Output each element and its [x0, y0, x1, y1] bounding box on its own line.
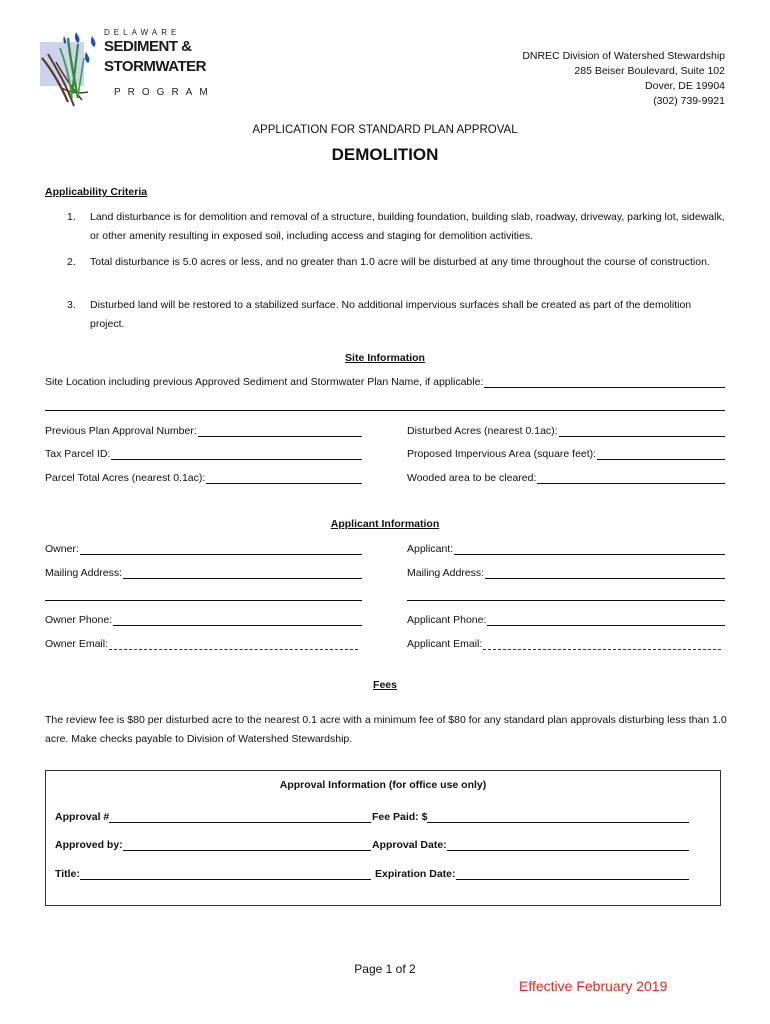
wooded-area-field[interactable]: [407, 470, 725, 484]
approval-number-label: Approval #: [55, 811, 110, 823]
address-line: 285 Beiser Boulevard, Suite 102: [574, 65, 725, 77]
applicant-email-input-line[interactable]: [483, 638, 721, 650]
owner-phone-field[interactable]: [45, 612, 362, 626]
title-field[interactable]: [55, 866, 371, 880]
owner-mailing-input-line[interactable]: [123, 567, 362, 579]
parcel-acres-field[interactable]: [45, 470, 362, 484]
criteria-text: Land disturbance is for demolition and removal of a structure, building foundation, building slab, roadway, driveway, parking lot, sidewalk, or other amenity resulting in exposed soil, including access and staging for demolition activities.: [90, 211, 725, 242]
site-location-input-line[interactable]: [484, 376, 725, 388]
owner-phone-input-line[interactable]: [113, 614, 362, 626]
criteria-item: [67, 208, 727, 246]
tax-parcel-input-line[interactable]: [111, 448, 362, 460]
owner-email-input-line[interactable]: [109, 638, 358, 650]
applicant-mailing-input-line[interactable]: [485, 567, 725, 579]
title-label: Title:: [55, 868, 80, 880]
criteria-item: [67, 253, 727, 272]
criteria-item: [67, 296, 727, 334]
disturbed-acres-field[interactable]: [407, 423, 725, 437]
approved-by-label: Approved by:: [55, 839, 123, 851]
approval-info-box: [45, 770, 721, 906]
applicability-heading: Applicability Criteria: [45, 186, 148, 198]
fees-text: The review fee is $80 per disturbed acre to the nearest 0.1 acre with a minimum fee of $80 for any standard plan approvals disturbing less than 1.0 acre. Make checks payable to Division of Watershed Stewardship.: [45, 714, 727, 745]
document-title: DEMOLITION: [331, 145, 439, 164]
effective-date: Effective February 2019: [519, 978, 668, 994]
site-info-heading: Site Information: [345, 352, 425, 364]
approval-box-heading: Approval Information (for office use only): [279, 779, 487, 791]
expiration-date-field[interactable]: [375, 866, 689, 880]
disturbed-acres-label: Disturbed Acres (nearest 0.1ac):: [407, 425, 558, 437]
expiration-date-input-line[interactable]: [456, 868, 689, 880]
applicant-info-heading: Applicant Information: [330, 518, 440, 530]
approval-date-input-line[interactable]: [447, 839, 689, 851]
site-location-field[interactable]: [45, 374, 725, 388]
approved-by-field[interactable]: [55, 837, 371, 851]
applicant-input-line[interactable]: [454, 543, 725, 555]
fees-heading: Fees: [373, 679, 397, 691]
parcel-acres-input-line[interactable]: [206, 472, 362, 484]
fee-paid-input-line[interactable]: [427, 811, 689, 823]
site-location-label: Site Location including previous Approved Sediment and Stormwater Plan Name, if applicable:: [45, 376, 484, 388]
owner-email-field[interactable]: [45, 636, 358, 650]
tax-parcel-field[interactable]: [45, 446, 362, 460]
approval-number-input-line[interactable]: [109, 811, 371, 823]
impervious-area-label: Proposed Impervious Area (square feet):: [407, 448, 597, 460]
applicant-field[interactable]: [407, 541, 725, 555]
approval-date-field[interactable]: [372, 837, 689, 851]
parcel-acres-label: Parcel Total Acres (nearest 0.1ac):: [45, 472, 206, 484]
owner-mailing-label: Mailing Address:: [45, 567, 123, 579]
owner-phone-label: Owner Phone:: [45, 614, 113, 626]
wooded-area-input-line[interactable]: [537, 472, 725, 484]
approved-by-input-line[interactable]: [123, 839, 371, 851]
applicant-email-label: Applicant Email:: [407, 638, 483, 650]
wooded-area-label: Wooded area to be cleared:: [407, 472, 537, 484]
previous-plan-field[interactable]: [45, 423, 362, 437]
fee-paid-field[interactable]: [372, 809, 689, 823]
applicant-phone-field[interactable]: [407, 612, 725, 626]
address-line: Dover, DE 19904: [645, 80, 725, 92]
title-input-line[interactable]: [80, 868, 371, 880]
criteria-number: 2.: [67, 256, 76, 268]
owner-email-label: Owner Email:: [45, 638, 109, 650]
applicant-label: Applicant:: [407, 543, 454, 555]
criteria-number: 3.: [67, 299, 76, 311]
applicant-phone-label: Applicant Phone:: [407, 614, 487, 626]
logo-line3: STORMWATER: [104, 58, 206, 75]
address-phone: (302) 739-9921: [653, 95, 725, 107]
owner-field[interactable]: [45, 541, 362, 555]
owner-label: Owner:: [45, 543, 79, 555]
approval-date-label: Approval Date:: [372, 839, 447, 851]
program-logo: [38, 28, 218, 110]
criteria-text: Total disturbance is 5.0 acres or less, and no greater than 1.0 acre will be disturbed at any time throughout the course of construction.: [90, 256, 710, 268]
agency-address: [522, 49, 725, 109]
application-title: APPLICATION FOR STANDARD PLAN APPROVAL: [252, 124, 518, 136]
logo-line1: DELAWARE: [104, 28, 181, 37]
impervious-area-field[interactable]: [407, 446, 725, 460]
expiration-date-label: Expiration Date:: [375, 868, 456, 880]
applicant-mailing-continuation-line[interactable]: [407, 600, 725, 601]
page-number: Page 1 of 2: [354, 962, 416, 976]
site-location-continuation-line[interactable]: [45, 410, 725, 411]
tax-parcel-label: Tax Parcel ID:: [45, 448, 111, 460]
address-line: DNREC Division of Watershed Stewardship: [522, 50, 725, 62]
applicant-phone-input-line[interactable]: [487, 614, 725, 626]
owner-mailing-continuation-line[interactable]: [45, 600, 362, 601]
previous-plan-label: Previous Plan Approval Number:: [45, 425, 197, 437]
logo-line4: PROGRAM: [114, 87, 215, 98]
approval-number-field[interactable]: [55, 809, 371, 823]
criteria-number: 1.: [67, 211, 76, 223]
previous-plan-input-line[interactable]: [198, 425, 362, 437]
criteria-text: Disturbed land will be restored to a stabilized surface. No additional impervious surfaces shall be created as part of the demolition project.: [90, 299, 692, 330]
owner-input-line[interactable]: [80, 543, 362, 555]
logo-line2: SEDIMENT &: [104, 38, 192, 55]
applicant-email-field[interactable]: [407, 636, 721, 650]
owner-mailing-field[interactable]: [45, 565, 362, 579]
disturbed-acres-input-line[interactable]: [559, 425, 725, 437]
applicant-mailing-field[interactable]: [407, 565, 725, 579]
impervious-area-input-line[interactable]: [597, 448, 725, 460]
applicant-mailing-label: Mailing Address:: [407, 567, 485, 579]
fee-paid-label: Fee Paid: $: [372, 811, 428, 823]
